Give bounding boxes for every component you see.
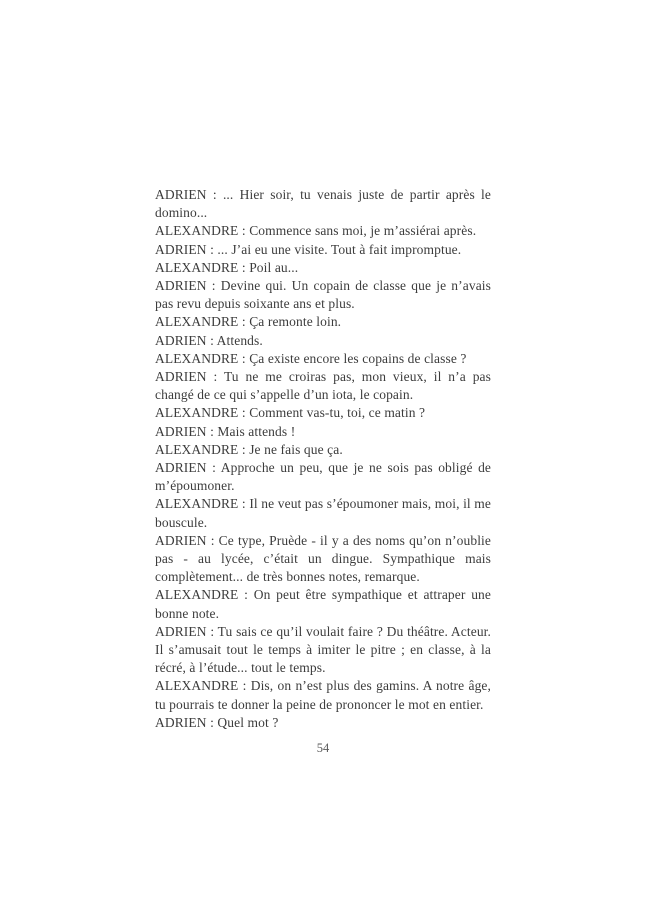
- dialogue-line: [155, 495, 491, 531]
- speaker-separator: :: [206, 241, 218, 257]
- speaker-separator: :: [238, 405, 250, 421]
- speech-text: Je ne fais que ça.: [249, 441, 343, 457]
- speaker-name: ADRIEN: [155, 423, 207, 439]
- speaker-name: ALEXANDRE: [155, 441, 239, 457]
- dialogue-line: [155, 586, 491, 622]
- dialogue-line: [155, 404, 491, 422]
- speaker-separator: :: [238, 314, 250, 330]
- speech-text: Tu ne me croiras pas, mon vieux, il n’a pas changé de ce qui s’appelle d’un iota, le copain.: [155, 369, 491, 403]
- speaker-separator: :: [206, 332, 217, 348]
- speech-text: Quel mot ?: [217, 714, 279, 730]
- speaker-name: ALEXANDRE: [155, 223, 239, 239]
- speaker-separator: :: [206, 714, 218, 730]
- dialogue-block: [155, 186, 491, 732]
- speaker-separator: :: [206, 369, 224, 385]
- speaker-separator: :: [206, 278, 221, 294]
- dialogue-line: [155, 368, 491, 404]
- speech-text: Dis, on n’est plus des gamins. A notre âge, tu pourrais te donner la peine de prononcer le mot en entier.: [155, 678, 491, 712]
- speaker-name: ADRIEN: [155, 623, 207, 639]
- speaker-name: ALEXANDRE: [155, 350, 239, 366]
- speaker-name: ALEXANDRE: [155, 496, 239, 512]
- dialogue-line: [155, 532, 491, 587]
- speaker-name: ADRIEN: [155, 187, 207, 202]
- speaker-separator: :: [238, 350, 250, 366]
- speaker-name: ADRIEN: [155, 532, 207, 548]
- dialogue-line: [155, 222, 491, 240]
- speaker-separator: :: [238, 496, 250, 512]
- speaker-name: ADRIEN: [155, 369, 207, 385]
- speech-text: Attends.: [216, 332, 263, 348]
- dialogue-line: [155, 459, 491, 495]
- speaker-separator: :: [238, 223, 250, 239]
- dialogue-line: [155, 423, 491, 441]
- speaker-name: ALEXANDRE: [155, 314, 239, 330]
- speaker-name: ALEXANDRE: [155, 678, 239, 694]
- speech-text: Il ne veut pas s’époumoner mais, moi, il me bouscule.: [155, 496, 491, 530]
- dialogue-line: [155, 677, 491, 713]
- speech-text: Commence sans moi, je m’assiérai après.: [249, 223, 477, 239]
- speaker-name: ADRIEN: [155, 241, 207, 257]
- speaker-name: ALEXANDRE: [155, 259, 239, 275]
- dialogue-line: [155, 259, 491, 277]
- dialogue-line: [155, 714, 491, 732]
- speaker-separator: :: [206, 187, 223, 202]
- speaker-separator: :: [238, 587, 254, 603]
- dialogue-line: [155, 186, 491, 222]
- page-number: 54: [316, 741, 330, 755]
- speech-text: Comment vas-tu, toi, ce matin ?: [249, 405, 426, 421]
- dialogue-line: [155, 313, 491, 331]
- dialogue-line: [155, 332, 491, 350]
- speaker-name: ADRIEN: [155, 714, 207, 730]
- dialogue-line: [155, 277, 491, 313]
- speech-text: Mais attends !: [217, 423, 296, 439]
- speech-text: ... J’ai eu une visite. Tout à fait impromptue.: [217, 241, 462, 257]
- speaker-separator: :: [238, 441, 250, 457]
- speech-text: Ça remonte loin.: [249, 314, 342, 330]
- speaker-name: ALEXANDRE: [155, 587, 239, 603]
- speaker-name: ADRIEN: [155, 278, 207, 294]
- speech-text: Tu sais ce qu’il voulait faire ? Du théâtre. Acteur. Il s’amusait tout le temps à imiter le pitre ; en classe, à la récré, à l’étude... tout le temps.: [155, 623, 491, 676]
- speech-text: Approche un peu, que je ne sois pas obligé de m’époumoner.: [155, 460, 492, 494]
- speaker-separator: :: [206, 460, 221, 476]
- speech-text: Ça existe encore les copains de classe ?: [249, 350, 467, 366]
- dialogue-line: [155, 350, 491, 368]
- dialogue-line: [155, 623, 491, 678]
- speech-text: Poil au...: [249, 259, 299, 275]
- speaker-separator: :: [206, 623, 218, 639]
- speech-text: On peut être sympathique et attraper une bonne note.: [155, 587, 491, 621]
- speaker-name: ADRIEN: [155, 332, 207, 348]
- speaker-separator: :: [238, 259, 250, 275]
- speaker-separator: :: [238, 678, 251, 694]
- dialogue-line: [155, 241, 491, 259]
- dialogue-line: [155, 441, 491, 459]
- speaker-separator: :: [206, 532, 219, 548]
- speech-text: Devine qui. Un copain de classe que je n’avais pas revu depuis soixante ans et plus.: [155, 278, 491, 312]
- speaker-name: ALEXANDRE: [155, 405, 239, 421]
- speaker-separator: :: [206, 423, 218, 439]
- speaker-name: ADRIEN: [155, 460, 207, 476]
- speech-text: Ce type, Pruède - il y a des noms qu’on n’oublie pas - au lycée, c’était un dingue. Sympathique mais complètement... de très bonnes notes, remarque.: [155, 532, 491, 585]
- speech-text: ... Hier soir, tu venais juste de partir après le domino...: [155, 187, 491, 221]
